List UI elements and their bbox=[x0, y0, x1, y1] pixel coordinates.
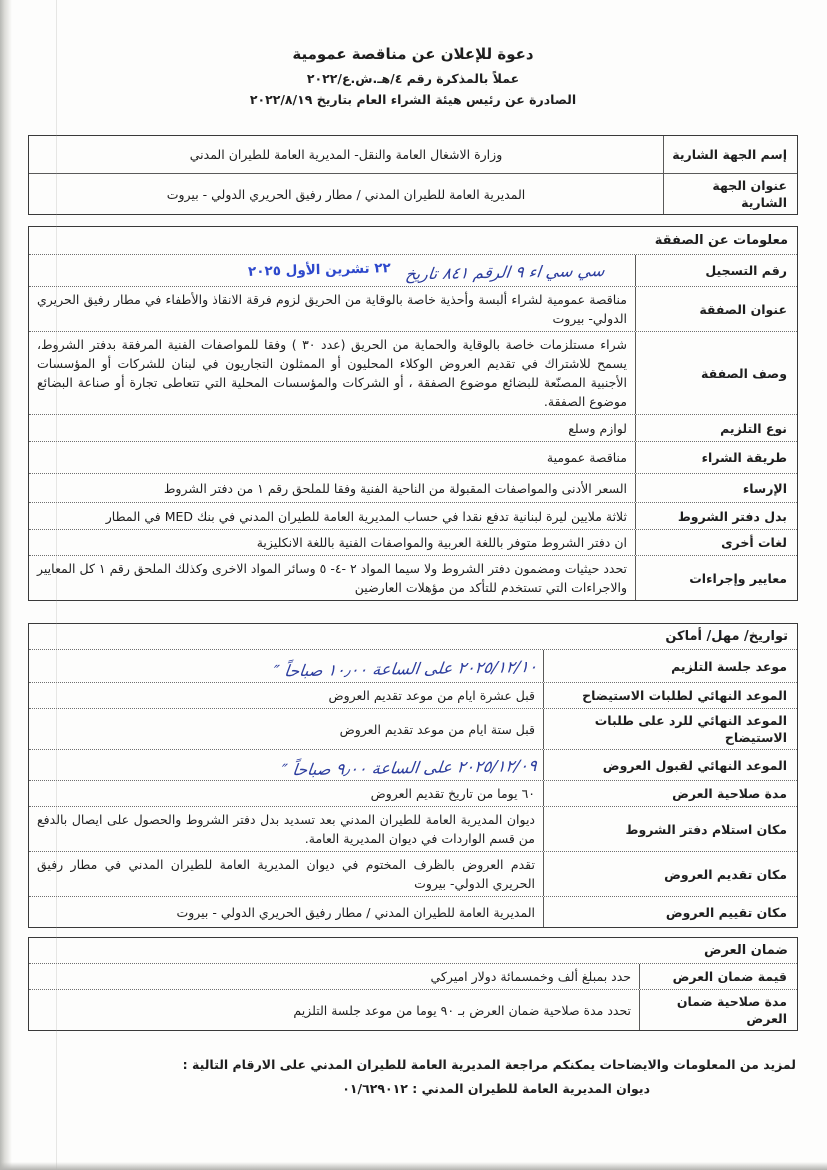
row-label: مكان استلام دفتر الشروط bbox=[625, 821, 787, 837]
document-subtitle-memo: عملاً بالمذكرة رقم ٤/هـ.ش.ع/٢٠٢٢ bbox=[306, 71, 520, 86]
title-block bbox=[28, 44, 798, 109]
row-label: مكان تقديم العروض bbox=[664, 866, 787, 882]
row-clarification-requests-deadline bbox=[29, 682, 797, 708]
row-value: ثلاثة ملايين ليرة لبنانية تدفع نقدا في حساب المديرية العامة للطيران المدني في بنك MED في المطار bbox=[29, 503, 636, 529]
row-label: نوع التلزيم bbox=[720, 420, 787, 436]
row-value-handwritten bbox=[29, 255, 636, 286]
row-guarantee-value bbox=[29, 963, 797, 989]
section-title: تواريخ/ مهل/ أماكن bbox=[665, 629, 788, 644]
row-label: موعد جلسة التلزيم bbox=[671, 658, 787, 674]
row-value: مناقصة عمومية bbox=[29, 442, 636, 473]
row-value-handwritten bbox=[29, 650, 544, 682]
offer-guarantee-table bbox=[28, 937, 798, 1031]
row-value: تقدم العروض بالظرف المختوم في ديوان المديرية العامة للطيران المدني في مطار رفيق الحريري الدولي- بيروت bbox=[29, 852, 544, 896]
row-offer-validity-period bbox=[29, 780, 797, 806]
buyer-info-table bbox=[28, 135, 798, 215]
row-clarification-replies-deadline bbox=[29, 708, 797, 749]
row-label: قيمة ضمان العرض bbox=[672, 969, 787, 984]
row-guarantee-validity bbox=[29, 989, 797, 1030]
footer-phone-number: ديوان المديرية العامة للطيران المدني : ٠١/٦٢٩٠١٢ bbox=[342, 1081, 650, 1096]
row-value: السعر الأدنى والمواصفات المقبولة من الناحية الفنية وفقا للملحق رقم ١ من دفتر الشروط bbox=[29, 474, 636, 502]
row-registration-number bbox=[29, 254, 797, 286]
section-title: ضمان العرض bbox=[703, 943, 788, 958]
row-deal-description bbox=[29, 331, 797, 414]
section-header-deal-info bbox=[29, 227, 797, 254]
row-value: المديرية العامة للطيران المدني / مطار رفيق الحريري الدولي - بيروت bbox=[29, 174, 664, 214]
row-offers-evaluation-place bbox=[29, 896, 797, 927]
row-terms-booklet-fee bbox=[29, 502, 797, 529]
row-value: تحدد مدة صلاحية ضمان العرض بـ ٩٠ يوما من موعد جلسة التلزيم bbox=[29, 990, 640, 1030]
date-stamp: ٢٢ تشرين الأول ٢٠٢٥ bbox=[247, 260, 391, 280]
row-value: تحدد حيثيات ومضمون دفتر الشروط ولا سيما المواد ٢ -٤- ٥ وسائر المواد الاخرى وكذلك الملحق رقم ١ كل المعايير والاجراءات التي تستخدم للتأكد من مؤهلات العارضين bbox=[29, 556, 636, 600]
row-label: مدة صلاحية ضمان العرض bbox=[676, 994, 787, 1026]
row-value: المديرية العامة للطيران المدني / مطار رفيق الحريري الدولي - بيروت bbox=[29, 897, 544, 927]
row-deal-title bbox=[29, 286, 797, 331]
document-subtitle-issuer: الصادرة عن رئيس هيئة الشراء العام بتاريخ ٢٠٢٢/٨/١٩ bbox=[249, 92, 577, 107]
deal-info-table bbox=[28, 226, 798, 601]
footer-more-info-text: لمزيد من المعلومات والايضاحات يمكنكم مراجعة المديرية العامة للطيران المدني على الارقام التالية : bbox=[182, 1057, 796, 1072]
row-award-session-date bbox=[29, 649, 797, 682]
document-title: دعوة للإعلان عن مناقصة عمومية bbox=[292, 45, 534, 63]
row-criteria-procedures bbox=[29, 555, 797, 600]
row-label: وصف الصفقة bbox=[701, 365, 787, 381]
row-value: مناقصة عمومية لشراء ألبسة وأحذية خاصة بالوقاية من الحريق لزوم فرقة الانقاذ والأطفاء في مطار رفيق الحريري الدولي- بيروت bbox=[29, 287, 636, 331]
row-other-languages bbox=[29, 529, 797, 555]
section-header-guarantee bbox=[29, 938, 797, 963]
handwritten-date: ٢٠٢٥/١٢/٠٩ على الساعة ٩٫٠٠ صباحاً ″ bbox=[280, 755, 539, 779]
row-terms-booklet-pickup-place bbox=[29, 806, 797, 851]
row-procurement-method bbox=[29, 441, 797, 473]
row-value: حدد بمبلغ ألف وخمسمائة دولار اميركي bbox=[29, 964, 640, 989]
row-label: عنوان الجهة الشارية bbox=[712, 178, 787, 210]
row-label: لغات أخرى bbox=[721, 535, 787, 550]
row-value: لوازم وسلع bbox=[29, 415, 636, 441]
row-label: مدة صلاحية العرض bbox=[672, 786, 787, 801]
section-title: معلومات عن الصفقة bbox=[654, 233, 788, 248]
row-buyer-address bbox=[29, 173, 797, 214]
row-label: طريقة الشراء bbox=[701, 450, 787, 465]
row-offers-acceptance-deadline bbox=[29, 749, 797, 780]
row-label: مكان تقييم العروض bbox=[665, 904, 787, 920]
row-label: معايير وإجراءات bbox=[689, 570, 787, 586]
row-value: شراء مستلزمات خاصة بالوقاية والحماية من الحريق (عدد ٣٠ ) وفقا للمواصفات الفنية المرفقة بدفتر الشروط، يسمح للاشتراك في تقديم العروض الوكلاء المحليون أو الممثلون التجاريون في لبنان للشركات أو المؤسسات الأجنبية المصنّعة للبضائع موضوع الصفقة ، أو الشركات والمؤسسات المحلية التي تتعاطى تجارة أو صناعة البضائع موضوع الصفقة. bbox=[29, 332, 636, 414]
scan-bottom-edge-shadow bbox=[0, 1162, 827, 1170]
row-label: عنوان الصفقة bbox=[699, 301, 787, 317]
row-value: ٦٠ يوما من تاريخ تقديم العروض bbox=[29, 781, 544, 806]
row-label: رقم التسجيل bbox=[705, 263, 787, 278]
row-buyer-name bbox=[29, 136, 797, 173]
handwritten-registration-text: سي سي اء ٩ الرقم ٨٤١ تاريخ bbox=[404, 261, 607, 284]
row-tender-type bbox=[29, 414, 797, 441]
row-label: الموعد النهائي لقبول العروض bbox=[602, 757, 787, 773]
row-value: ديوان المديرية العامة للطيران المدني بعد تسديد بدل دفتر الشروط والحصول على ايصال بالدفع من قسم الواردات في ديوان المديرية العامة. bbox=[29, 807, 544, 851]
row-offers-submission-place bbox=[29, 851, 797, 896]
row-value: قبل عشرة ايام من موعد تقديم العروض bbox=[29, 683, 544, 708]
footer-contact-info bbox=[28, 1057, 798, 1096]
row-label: بدل دفتر الشروط bbox=[677, 508, 787, 524]
section-header-dates bbox=[29, 624, 797, 649]
row-value: وزارة الاشغال العامة والنقل- المديرية العامة للطيران المدني bbox=[29, 136, 664, 173]
row-label: الموعد النهائي لطلبات الاستيضاح bbox=[582, 688, 787, 703]
row-award-criteria bbox=[29, 473, 797, 502]
row-label: الإرساء bbox=[742, 480, 787, 496]
row-value: ان دفتر الشروط متوفر باللغة العربية والمواصفات الفنية باللغة الانكليزية bbox=[29, 530, 636, 555]
dates-deadlines-table bbox=[28, 623, 798, 928]
row-value-handwritten bbox=[29, 750, 544, 780]
row-label: إسم الجهة الشارية bbox=[672, 147, 787, 162]
scan-crease-line bbox=[56, 0, 57, 1170]
scan-left-edge-shadow bbox=[0, 0, 12, 1170]
row-label: الموعد النهائي للرد على طلبات الاستيضاح bbox=[594, 713, 787, 745]
row-value: قبل ستة ايام من موعد تقديم العروض bbox=[29, 709, 544, 749]
handwritten-date: ٢٠٢٥/١٢/١٠ على الساعة ١٠٫٠٠ صباحاً ″ bbox=[271, 656, 539, 681]
